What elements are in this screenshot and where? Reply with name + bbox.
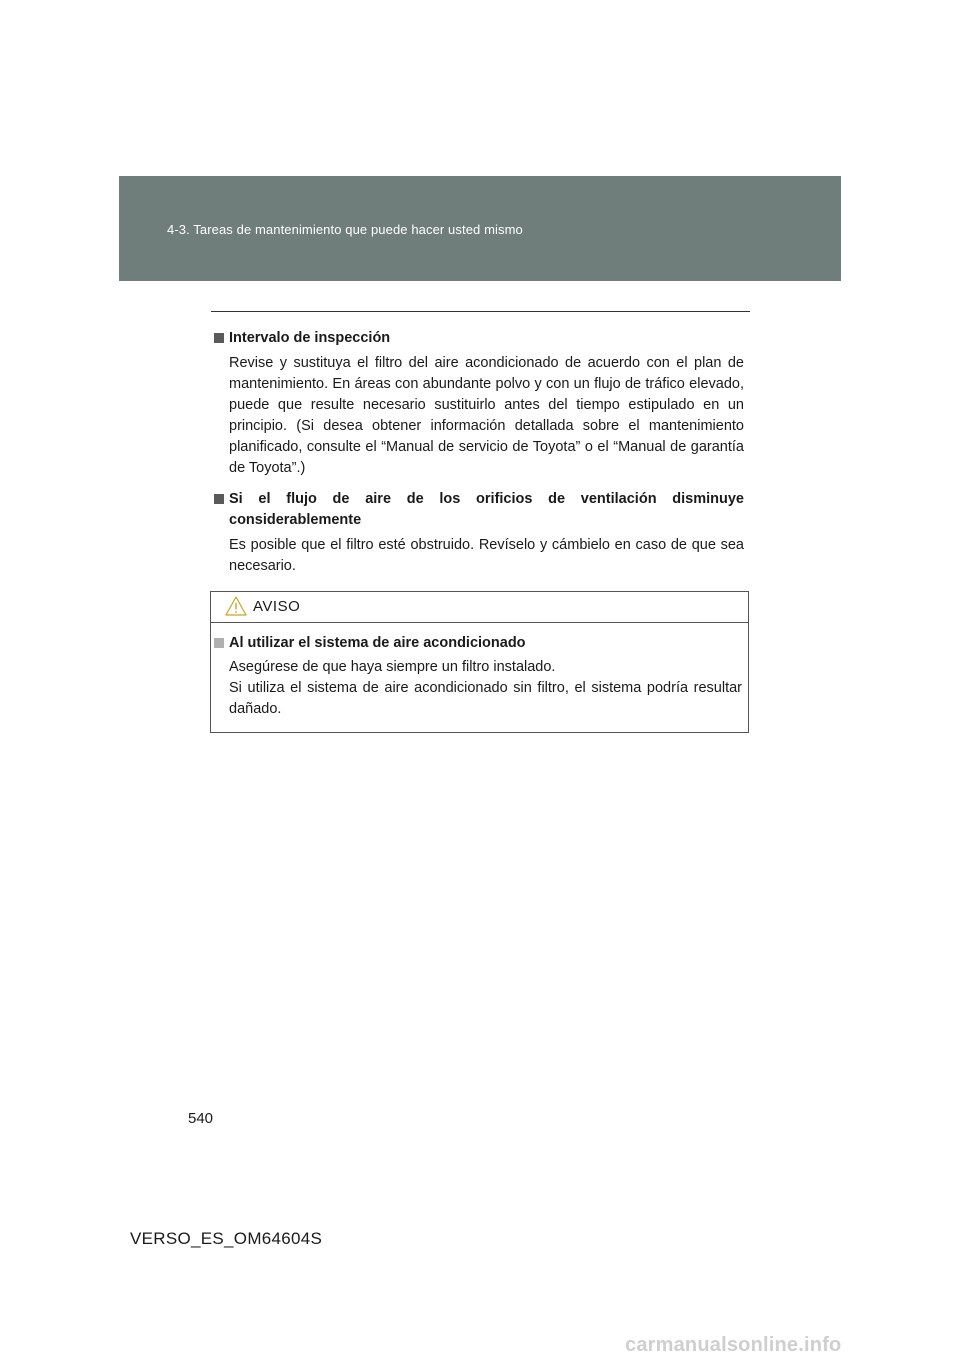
section-body-inspection: Revise y sustituya el filtro del aire acondicionado de acuerdo con el plan de mantenimiento. En áreas con abundante polvo y con un flujo de tráfico elevado, puede que resulte necesario sustituirlo antes del tiempo estipulado en un principio. (Si desea obtener información detallada sobre el mantenimiento planificado, consulte el “Manual de servicio de Toyota” o el “Manual de garantía de Toyota”.)	[229, 355, 744, 476]
page-number: 540	[188, 1110, 214, 1127]
section-heading-text: Intervalo de inspección	[229, 330, 391, 346]
warning-title: AVISO	[253, 598, 301, 615]
square-bullet-icon	[214, 638, 224, 648]
warning-heading	[214, 633, 742, 654]
section-body-airflow: Es posible que el filtro esté obstruido. Revíselo y cámbielo en caso de que sea necesario.	[229, 537, 744, 574]
warning-triangle-icon	[225, 596, 247, 621]
warning-heading-text: Al utilizar el sistema de aire acondicionado	[229, 635, 526, 651]
section-heading-airflow	[212, 489, 744, 531]
section-header-band	[119, 176, 841, 281]
square-bullet-icon	[214, 333, 224, 343]
warning-content	[214, 633, 742, 720]
warning-body	[214, 657, 742, 720]
warning-box	[210, 591, 749, 733]
watermark: carmanualsonline.info	[625, 1334, 842, 1356]
square-bullet-icon	[214, 494, 224, 504]
warning-header	[211, 592, 748, 623]
warning-line-1: Asegúrese de que haya siempre un filtro instalado.	[229, 659, 556, 675]
section-heading-text: Si el flujo de aire de los orificios de ventilación disminuye considerablemente	[229, 491, 744, 528]
section-heading-inspection	[212, 328, 744, 349]
main-content	[212, 328, 744, 577]
top-divider	[211, 311, 750, 312]
warning-line-2: Si utiliza el sistema de aire acondicionado sin filtro, el sistema podría resultar dañado.	[229, 680, 742, 717]
document-code: VERSO_ES_OM64604S	[130, 1229, 323, 1248]
section-title: 4-3. Tareas de mantenimiento que puede hacer usted mismo	[167, 222, 523, 237]
